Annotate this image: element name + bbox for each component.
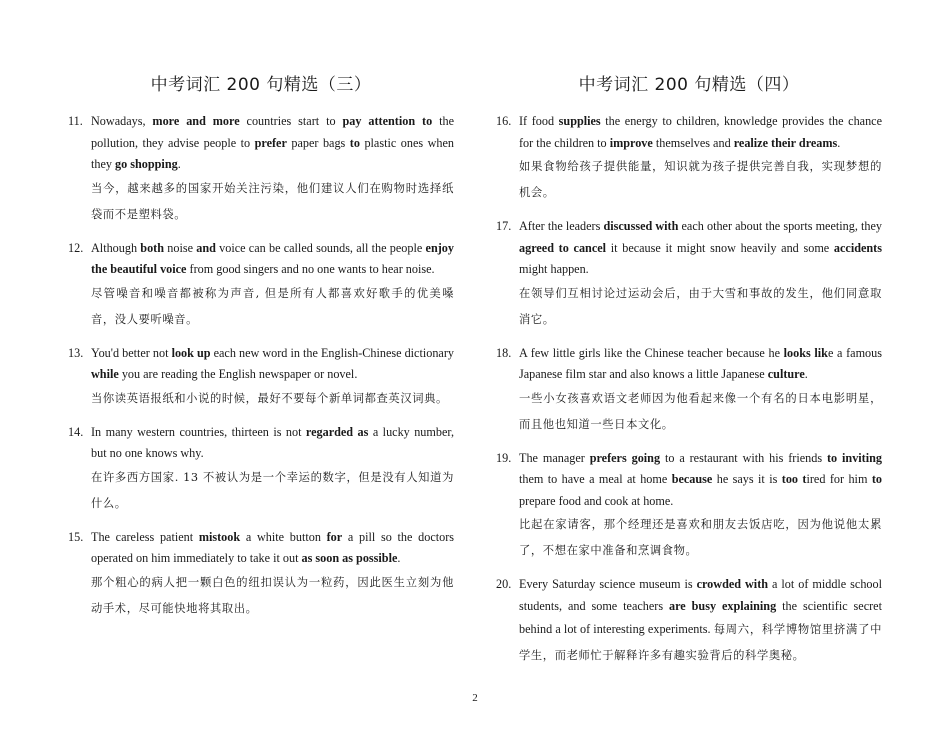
sentence-text: to a restaurant with his friends bbox=[660, 450, 827, 465]
sentence-text: might happen. bbox=[519, 262, 589, 276]
sentence-number: 20. bbox=[496, 577, 512, 591]
sentence-text: After the leaders bbox=[519, 219, 604, 233]
sentence-text: Although bbox=[91, 240, 141, 255]
english-sentence bbox=[91, 111, 454, 176]
right-column bbox=[496, 60, 882, 679]
sentence-text: ired for him bbox=[806, 472, 872, 486]
left-sentence-list bbox=[68, 111, 454, 622]
key-phrase: agreed to cancel bbox=[519, 240, 607, 255]
key-phrase: as soon as possible bbox=[301, 551, 398, 565]
right-column-title: 中考词汇 200 句精选（四） bbox=[578, 75, 800, 95]
sentence-text: . bbox=[177, 157, 181, 171]
chinese-translation: 那个粗心的病人把一颗白色的纽扣误认为一粒药，因此医生立刻为他动手术，尽可能快地将其取出。 bbox=[91, 575, 454, 615]
sentence-text: a lucky number, but no one knows why. bbox=[91, 424, 454, 460]
sentence-number: 18. bbox=[496, 345, 512, 360]
key-phrase: discussed with bbox=[603, 219, 679, 233]
sentence-text: the energy to children, knowledge provides the chance for the children to bbox=[519, 114, 882, 150]
sentence-text: The manager bbox=[519, 450, 590, 465]
key-phrase: accidents bbox=[833, 240, 882, 255]
sentence-text: Every Saturday science museum is bbox=[519, 577, 697, 591]
sentence-item bbox=[68, 111, 454, 228]
sentence-text: countries start to bbox=[239, 114, 343, 128]
sentence-item bbox=[68, 527, 454, 622]
sentence-text: noise bbox=[164, 240, 197, 255]
sentence-text: You'd better not bbox=[91, 345, 172, 360]
key-phrase: realize their dreams bbox=[733, 135, 838, 150]
key-phrase: pay attention to bbox=[342, 114, 433, 128]
key-phrase: to bbox=[349, 135, 360, 150]
chinese-translation: 比起在家请客，那个经理还是喜欢和朋友去饭店吃，因为他说他太累了，不想在家中准备和烹调食物。 bbox=[519, 518, 882, 557]
chinese-translation: 每周六，科学博物馆里挤满了中学生，而老师忙于解释许多有趣实验背后的科学奥秘。 bbox=[519, 623, 883, 662]
english-sentence bbox=[519, 343, 882, 386]
sentence-number: 16. bbox=[496, 114, 512, 128]
key-phrase: to bbox=[871, 472, 882, 486]
key-phrase: look up bbox=[171, 345, 211, 360]
key-phrase: and bbox=[196, 240, 216, 255]
sentence-number: 19. bbox=[496, 450, 512, 465]
key-phrase: prefers going bbox=[589, 450, 661, 465]
sentence-text: themselves and bbox=[652, 135, 734, 150]
english-sentence bbox=[91, 422, 454, 465]
sentence-text: . bbox=[397, 551, 401, 565]
sentence-text: In many western countries, thirteen is not bbox=[91, 424, 306, 439]
chinese-translation: 在许多西方国家. 13 不被认为是一个幸运的数字，但是没有人知道为什么。 bbox=[91, 470, 454, 510]
sentence-text: voice can be called sounds, all the people bbox=[215, 240, 426, 255]
key-phrase: supplies bbox=[558, 114, 601, 128]
key-phrase: because bbox=[671, 472, 713, 486]
left-column bbox=[68, 60, 454, 632]
sentence-text: . bbox=[837, 135, 841, 150]
sentence-text: a white button bbox=[240, 529, 327, 544]
sentence-text: e a famous Japanese film star and also knows a little Japanese bbox=[519, 345, 882, 381]
sentence-text: the scientific secret behind a lot of interesting experiments. bbox=[519, 598, 882, 636]
key-phrase: to inviting bbox=[826, 450, 882, 465]
english-sentence bbox=[91, 343, 454, 386]
sentence-text: . bbox=[804, 367, 808, 381]
english-sentence bbox=[519, 448, 882, 513]
page-number: 2 bbox=[472, 692, 478, 704]
sentence-number: 14. bbox=[68, 424, 84, 439]
english-sentence bbox=[519, 574, 882, 669]
sentence-text: plastic ones when they bbox=[91, 135, 454, 171]
english-sentence bbox=[91, 238, 454, 281]
chinese-translation: 在领导们互相讨论过运动会后，由于大雪和事故的发生，他们同意取消它。 bbox=[519, 286, 882, 326]
sentence-text: you are reading the English newspaper or novel. bbox=[118, 367, 358, 381]
sentence-text: A few little girls like the Chinese teacher because he bbox=[519, 345, 784, 360]
sentence-item bbox=[68, 422, 454, 517]
chinese-translation: 一些小女孩喜欢语文老师因为他看起来像一个有名的日本电影明星，而且他也知道一些日本文化。 bbox=[519, 391, 882, 431]
sentence-text: The careless patient bbox=[91, 529, 199, 544]
sentence-text: the pollution, they advise people to bbox=[91, 114, 455, 150]
right-sentence-list bbox=[496, 111, 882, 669]
english-sentence bbox=[91, 527, 454, 570]
sentence-text: them to have a meal at home bbox=[519, 472, 672, 486]
english-sentence bbox=[519, 111, 882, 154]
sentence-text: each other about the sports meeting, they bbox=[678, 219, 882, 233]
chinese-translation: 如果食物给孩子提供能量，知识就为孩子提供完善自我，实现梦想的机会。 bbox=[519, 160, 882, 199]
sentence-text: he says it is bbox=[712, 472, 782, 486]
sentence-number: 11. bbox=[68, 114, 83, 128]
sentence-text: a lot of middle school students, and some teachers bbox=[519, 577, 883, 613]
sentence-item bbox=[496, 448, 882, 565]
sentence-number: 12. bbox=[68, 240, 84, 255]
key-phrase: looks lik bbox=[783, 345, 828, 360]
sentence-text: prepare food and cook at home. bbox=[519, 493, 674, 508]
sentence-item bbox=[68, 343, 454, 412]
key-phrase: mistook bbox=[198, 529, 241, 544]
chinese-translation: 尽管噪音和噪音都被称为声音, 但是所有人都喜欢好歌手的优美嗓音，没人要听噪音。 bbox=[91, 286, 454, 326]
key-phrase: both bbox=[140, 240, 165, 255]
sentence-number: 13. bbox=[68, 345, 84, 360]
sentence-number: 17. bbox=[496, 219, 512, 233]
chinese-translation: 当今，越来越多的国家开始关注污染，他们建议人们在购物时选择纸袋而不是塑料袋。 bbox=[91, 181, 454, 221]
sentence-item bbox=[496, 574, 882, 669]
chinese-translation: 当你读英语报纸和小说的时候，最好不要每个新单词都查英汉词典。 bbox=[91, 391, 448, 405]
key-phrase: prefer bbox=[254, 135, 287, 150]
sentence-text: paper bags bbox=[286, 135, 350, 150]
key-phrase: more and more bbox=[152, 114, 240, 128]
sentence-item bbox=[496, 343, 882, 438]
sentence-item bbox=[496, 216, 882, 333]
key-phrase: too t bbox=[781, 472, 807, 486]
sentence-number: 15. bbox=[68, 529, 84, 544]
key-phrase: go shopping bbox=[115, 157, 178, 171]
key-phrase: are busy explaining bbox=[669, 598, 777, 613]
english-sentence bbox=[519, 216, 882, 281]
left-column-title: 中考词汇 200 句精选（三） bbox=[150, 75, 372, 95]
key-phrase: crowded with bbox=[696, 577, 769, 591]
sentence-text: a pill so the doctors operated on him immediately to take it out bbox=[91, 529, 455, 565]
sentence-item bbox=[496, 111, 882, 206]
sentence-text: Nowadays, bbox=[91, 114, 153, 128]
key-phrase: regarded as bbox=[305, 424, 369, 439]
key-phrase: improve bbox=[609, 135, 653, 150]
key-phrase: culture bbox=[767, 367, 805, 381]
sentence-text: each new word in the English-Chinese dictionary bbox=[210, 345, 454, 360]
sentence-text: from good singers and no one wants to hear noise. bbox=[186, 262, 435, 276]
key-phrase: enjoy the beautiful voice bbox=[91, 240, 454, 276]
key-phrase: for bbox=[326, 529, 343, 544]
sentence-item bbox=[68, 238, 454, 333]
sentence-text: it because it might snow heavily and some bbox=[606, 240, 834, 255]
key-phrase: while bbox=[91, 367, 119, 381]
sentence-text: If food bbox=[519, 114, 559, 128]
